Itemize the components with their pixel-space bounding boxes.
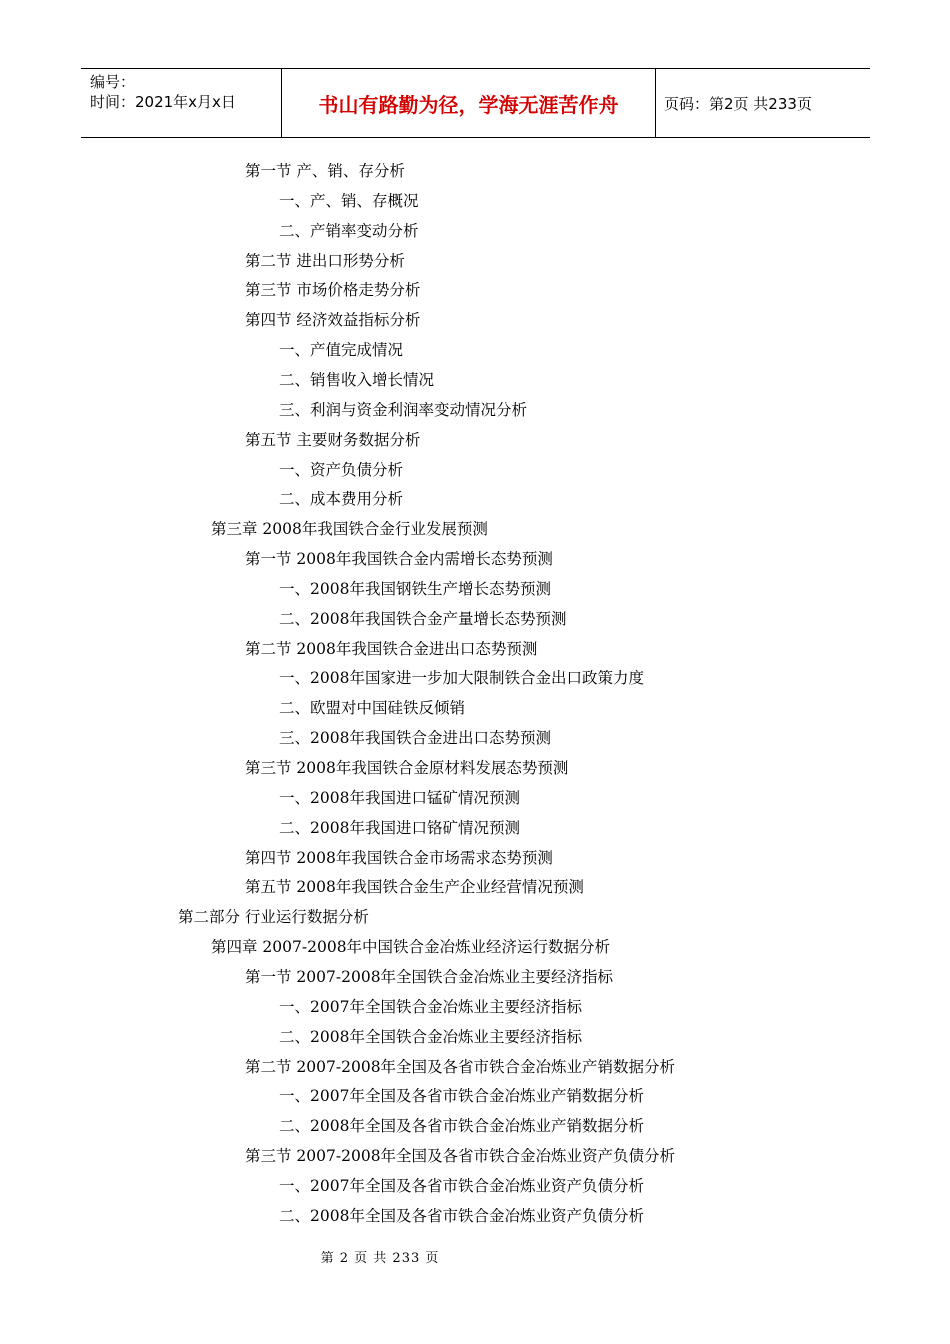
header-page-cell <box>655 69 870 137</box>
toc-entry: 一、2008年我国进口锰矿情况预测 <box>279 788 520 807</box>
toc-entry: 第三节 市场价格走势分析 <box>245 281 421 300</box>
toc-entry: 一、2008年我国钢铁生产增长态势预测 <box>279 579 551 598</box>
toc-entry: 第三节 2007-2008年全国及各省市铁合金冶炼业资产负债分析 <box>245 1147 676 1166</box>
toc-entry: 二、2008年全国及各省市铁合金冶炼业产销数据分析 <box>279 1117 644 1136</box>
toc-entry: 一、资产负债分析 <box>279 460 404 479</box>
toc-entry: 第四节 经济效益指标分析 <box>245 311 421 330</box>
toc-entry: 第五节 主要财务数据分析 <box>245 430 421 449</box>
toc-entry: 二、2008年我国铁合金产量增长态势预测 <box>279 609 567 628</box>
page-info: 页码：第2页 共233页 <box>664 94 812 113</box>
toc-entry: 二、产销率变动分析 <box>279 221 419 240</box>
toc-entry: 第四节 2008年我国铁合金市场需求态势预测 <box>245 848 553 867</box>
toc-entry: 一、2007年全国及各省市铁合金冶炼业资产负债分析 <box>279 1176 644 1195</box>
toc-entry: 二、成本费用分析 <box>279 490 404 509</box>
toc-entry: 第三节 2008年我国铁合金原材料发展态势预测 <box>245 759 569 777</box>
toc-entry: 第二部分 行业运行数据分析 <box>178 908 369 927</box>
toc-entry: 二、2008年全国铁合金冶炼业主要经济指标 <box>279 1027 582 1046</box>
toc-entry: 第一节 2007-2008年全国铁合金冶炼业主要经济指标 <box>245 967 614 986</box>
footer-page-number: 第 2 页 共 233 页 <box>320 1251 440 1266</box>
toc-entry: 一、产、销、存概况 <box>279 191 419 210</box>
toc-entry: 一、产值完成情况 <box>279 341 404 360</box>
toc-entry: 第二节 2008年我国铁合金进出口态势预测 <box>245 639 538 658</box>
toc-entry: 第四章 2007-2008年中国铁合金冶炼业经济运行数据分析 <box>211 938 611 957</box>
toc-entry: 二、2008年我国进口铬矿情况预测 <box>279 818 520 837</box>
header-meta <box>81 69 281 137</box>
toc-entry: 一、2007年全国及各省市铁合金冶炼业产销数据分析 <box>279 1087 644 1106</box>
toc-entry: 第二节 进出口形势分析 <box>245 251 405 270</box>
toc-entry: 二、销售收入增长情况 <box>279 370 435 389</box>
toc-entry: 第一节 2008年我国铁合金内需增长态势预测 <box>245 550 553 569</box>
toc-entry: 一、2008年国家进一步加大限制铁合金出口政策力度 <box>279 669 644 688</box>
motto-text: 书山有路勤为径，学海无涯苦作舟 <box>318 92 619 117</box>
toc-entry: 三、2008年我国铁合金进出口态势预测 <box>279 729 551 748</box>
toc-entry: 第五节 2008年我国铁合金生产企业经营情况预测 <box>245 878 584 897</box>
toc-entry: 二、2008年全国及各省市铁合金冶炼业资产负债分析 <box>279 1206 644 1225</box>
toc-entry: 一、2007年全国铁合金冶炼业主要经济指标 <box>279 997 582 1016</box>
toc-entry: 第一节 产、销、存分析 <box>245 162 405 180</box>
number-label: 编号： <box>90 73 136 91</box>
toc-entry: 二、欧盟对中国硅铁反倾销 <box>279 699 466 718</box>
document-header <box>81 68 870 138</box>
toc-entry: 第三章 2008年我国铁合金行业发展预测 <box>211 520 488 539</box>
header-motto-cell <box>281 69 656 137</box>
page-footer <box>0 1247 950 1266</box>
toc-entry: 第二节 2007-2008年全国及各省市铁合金冶炼业产销数据分析 <box>245 1057 676 1076</box>
date-label: 时间：2021年x月x日 <box>90 93 236 111</box>
toc-entry: 三、利润与资金利润率变动情况分析 <box>279 400 528 419</box>
